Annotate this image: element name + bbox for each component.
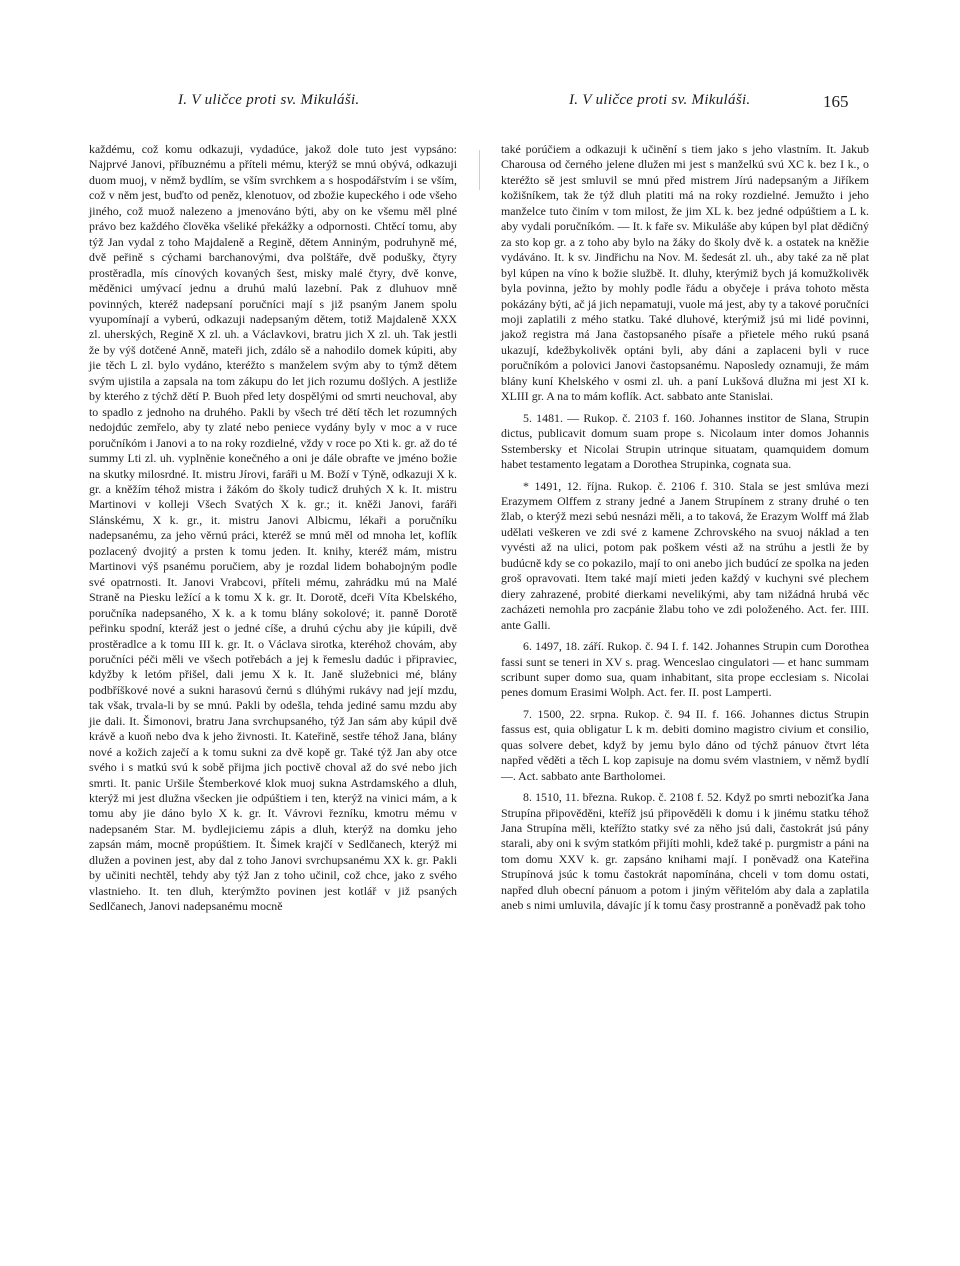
left-text-column: [89, 142, 457, 915]
left-running-title: I. V uličce proti sv. Mikuláši.: [178, 92, 360, 108]
page-number: 165: [823, 92, 849, 111]
entry-1491: * 1491, 12. října. Rukop. č. 2106 f. 310. Stala se jest smlúva mezi Erazymem Olffem z strany jedné a Janem Strupínem z strany druhé o ten žlab, o kterýž mezi sebú nesnázi měli, a to taková, že Erazym Wolff má žlab udělati veškeren ve zdi své z kamene Zchrovského na svuoj náklad a ten vyvésti až na ulici, potom pak poškem vésti až na strúhu a jestli že by budúcně kdy se co pokazilo, mají to oni anebo jich budúcí ze spolka na jeden groš opravovati. Item také mají mieti jeden každý v kuchyni své plechem diery zahrazené, probité dierkami nevelikými, aby tam nižádná hrubá věc zacházeti nemohla pro zacpánie žlabu toho ve zdi položeného. Act. fer. IIII. ante Galli.: [501, 478, 869, 632]
right-text-column: [501, 142, 869, 914]
entry-8: 8. 1510, 11. března. Rukop. č. 2108 f. 52. Když po smrti neboziťka Jana Strupína připověděni, kteříž jsú připověděli k domu i k jinému statku téhož Jana Strupína měli, kteřížto statky své za něho jsú dali, častokrát jsú pány starali, aby oni k svým statkóm přijíti mohli, kdež také p. purgmistr a páni na tom domu XXV k. gr. zapsáno knihami mají. I poněvadž ona Kateřina Strupínová jsúc k tomu častokrát napomínána, chceli v tom domu ostati, napřed dluh obecní pánuom a potom i jiným věřitelóm aby dala a zaplatila aneb s nimi umluvila, dávajíc jí k tomu časy prostranně a poněvadž pak toho: [501, 790, 869, 913]
column-divider: [479, 150, 480, 190]
right-paragraph-continuation: také porúčiem a odkazuji k učinění s tiem jako s jeho vlastním. It. Jakub Charousa od černého jelene dlužen mi jest s manželkú svú XC k. bez I k., o kteréžto sě jest smluvil se mnú před mistrem Jírú nadepsaným a Jiříkem kožišníkem, tak že týž dluh platiti má na roky rozdielné. Jemužto i jeho manželce tuto činím v tom milost, že jim XL k. bez jedné odpúštiem a L k. aby vydali poručníkóm. — It. k faře sv. Mikuláše aby kúpen byl plat dědičný za sto kop gr. a z toho aby bylo na žáky do školy dvě k. a ostatek na kněžie vydáváno. It. k sv. Jindřichu na Nov. M. šedesát zl. uh., aby také za ně plat byl kúpen na víno k božie službě. It. dluhy, kterýmiž bych já komužkolivěk byla povinna, ježto by mohly podle řádu a obyčeje i práva tohoto města pokázány býti, ač já jich nepamatuji, vuole má jest, aby ty a takové poručníci moji zaplatili z mého statku. Také dluhové, kterýmiž jsú mi lidé povinni, jakož registra má Jana častopsaného písaře a přietele mého rukú psaná ukazují, kdežbykolivěk optáni byli, aby dáni a zaplaceni byli v ruce poručníkóm a polovici Janovi častopsanému. Naposledy oznamuji, že mám blány kuní Khelského v osmi zl. uh. a paní Lukšová dlužna mi jest XI k. XLIII gr. A na to mám koflík. Act. sabbato ante Stanislai.: [501, 142, 869, 404]
left-paragraph: každému, což komu odkazuji, vydadúce, jakož dole tuto jest vypsáno: Najprvé Janovi, příbuznému a příteli mému, kterýž se mnú obývá, odkazuji duom muoj, v němž bydlím, se vším svrchkem a s hospodářstvím i se vším, což v něm jest, buďto od peněz, klenotuov, od zbožie kupeckého i ode všeho jiného, což muož nalezeno a jmenováno býti, aby on ke všemu měl plné právo bez každého člověka všeliké překážky a odpornosti. Chtěcí tomu, aby týž Jan vydal z toho Majdaleně a Regině, dětem Anniným, podruhyně mé, dvě peřině s cýchami barchanovými, dva polštáře, dvě podušky, čtyry prostěradla, mís cínových kovaných šest, misky malé čtyry, dvě konve, měděnici umývací jednu a druhú malú lazební. Pak z dluhuov mně povinných, kteréž nadepsaní poručníci mají s již psaným Janem spolu vyupomínají a vyberú, odkazuji nadepsaným dětem, totiž Majdaleně XXX zl. uherských, Regině X zl. uh. a Václavkovi, bratru jich X zl. uh. Tak jestli že by výš dotčené Anně, mateři jich, zdálo sě a nahodilo domek kúpiti, aby jie těch L zl. bylo vydáno, kteréžto s manželem svým aby to týmž dětem svým ujistila a zapsala na tom zákupu do let jich rozumu došlých. A jestliže by kterého z týchž dětí P. Buoh před lety dospělými od smrti neuchoval, aby to spadlo z jednoho na druhého. Pakli by všech tré dětí těch let rozumných nedojdúc zemřelo, aby ty zlaté nebo peniece vydány byly v moc a v ruce poručníkóm i Janovi a to na roky rozdielné, vždy v roce po Xti k. gr. až do té summy Lti zl. uh. vyplněnie konečného a oni je dále obrafte ve jméno božie na skutky milosrdné. It. mistru Jírovi, faráři u M. Boží v Týně, odkazuji X k. gr. a kněžím téhož mistra i žákóm do školy tudicž druhých X k. It. mistru Martinovi v kolleji Všech Svatých X k. gr.; it. kněži Janovi, faráři Slánskému, X k. gr., it. mistru Janovi Albicmu, lékaři a poručníku nadepsanému, za jeho věrnú práci, kteréž se mnú měl od mnoha let, koflík pozlacený dvojitý a prsten k tomu jeden. It. knihy, kteréž mám, mistru Martinovi výš psanému poručiem, aby je rozdal lidem bohabojným podle své opatrnosti. It. Janovi Vrabcovi, příteli mému, zahrádku mú na Malé Straně na Piesku ležící a k tomu X k. gr. It. Dorotě, dceři Víta Kbelského, poručníka nadepsaného, X k. a k tomu blány sokolové; it. panně Dorotě peřinku spodní, kteráž jest o jedné cíše, a druhú cýchu aby jie kúpili, dvě prostěradlce a k tomu III k. gr. It. o Václava sirotka, kteréhož chovám, aby poručníci péči měli ve všech potřebách a jej k řemeslu dadúc i připraviec, kdyžby k letóm přišel, dali jemu X k. It. Janě služebnici mé, blány podbříškové nové a sukni harasovú černú s dlúhými rukávy nad její mzdu, tak však, trvala-li by se mnú. Pakli by odešla, tehda jediné samu mzdu aby jie dali. It. Šimonovi, bratru Jana svrchupsaného, týž Jan sám aby kúpil dvě krávě a kuoň nebo dva k jeho živnosti. It. Kateřině, sestře téhož Jana, blány nové a kožich zaječí a k tomu sukni za dvě kopě gr. Také týž Jan aby otce svého i s matkú svú k sobě přijma jich poctivě choval až do své nebo jich smrti. It. panic Uršile Štemberkové klok muoj sukna Astrdamského a dluh, kterýž mi jest dlužna všecken jie odpúštiem i ten, kterýž na vinici mám, a k tomu aby jie dáno bylo X k. gr. It. Vávrovi řezníku, kmotru mému v nadepsaném Star. M. bydlejiciemu zápis a dluh, kterýž na domku jeho zapsán mám, mocně propúštiem. It. Šimek krajčí v Sedlčanech, kterýž mi dlužen a povinen jest, aby dal z toho Janovi svrchupsanému XX k. gr. Pakli by učiniti nechtěl, tehdy aby týž Jan z toho učinil, což chce, jako z svého vlastnieho. It. ten dluh, kterýmžto povinen jest kotlář v již psaných Sedlčanech, Janovi nadepsanému mocně: [89, 142, 457, 914]
running-header: [0, 92, 960, 116]
entry-6: 6. 1497, 18. září. Rukop. č. 94 I. f. 142. Johannes Strupin cum Dorothea fassi sunt se teneri in XV s. prag. Wenceslao cingulatori — et hanc summam scribunt super domo sua, quam inhabitant, sita prope ecclesiam s. Nicolai penes domum Erasimi Wolph. Act. fer. II. post Lamperti.: [501, 639, 869, 700]
entry-7: 7. 1500, 22. srpna. Rukop. č. 94 II. f. 166. Johannes dictus Strupin fassus est, quia obligatur L k m. debiti domino magistro civium et consilio, quas solvere debet, když by jemu bylo dáno od týchž pánuov čtvrt léta napřed věděti a těch L kop zapisuje na domu svém vlastniem, v němž bydlí —. Act. sabbato ante Bartholomei.: [501, 706, 869, 783]
entry-5: 5. 1481. — Rukop. č. 2103 f. 160. Johannes institor de Slana, Strupin dictus, publicavit domum suam prope s. Nicolaum inter domos Johannis Sstembersky et Nicolai Strupin utrinque situatam, quamquidem domum habet testamento legatam a Dorothea Strupinka, cognata sua.: [501, 410, 869, 472]
right-running-title: I. V uličce proti sv. Mikuláši.: [569, 92, 751, 108]
